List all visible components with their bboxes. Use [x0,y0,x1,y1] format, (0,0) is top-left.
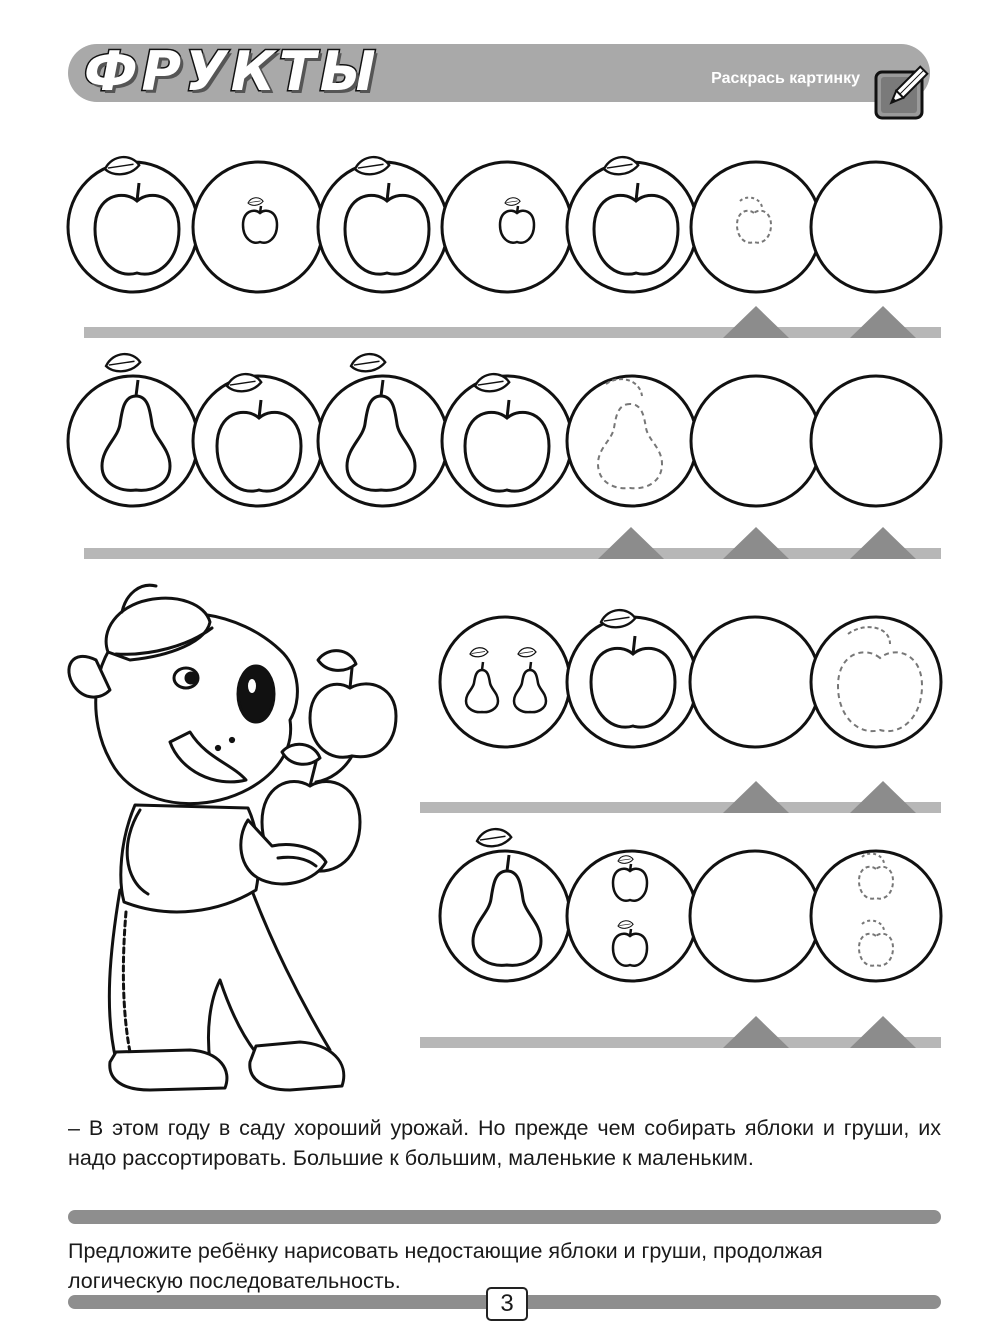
story-text: – В этом году в саду хороший урожай. Но прежде чем собирать яблоки и груши, их надо рассортировать. Большие к большим, маленькие к маленьким. [68,1116,941,1170]
bear-character-icon [69,585,396,1090]
page-title: ФРУКТЫ [84,40,380,103]
page-number: 3 [486,1287,528,1321]
instruction-text: Предложите ребёнку нарисовать недостающие яблоки и груши, продолжая логическую последовательность. [68,1239,823,1293]
separator-bar [68,1210,941,1224]
task-label: Раскрась картинку [711,70,860,87]
